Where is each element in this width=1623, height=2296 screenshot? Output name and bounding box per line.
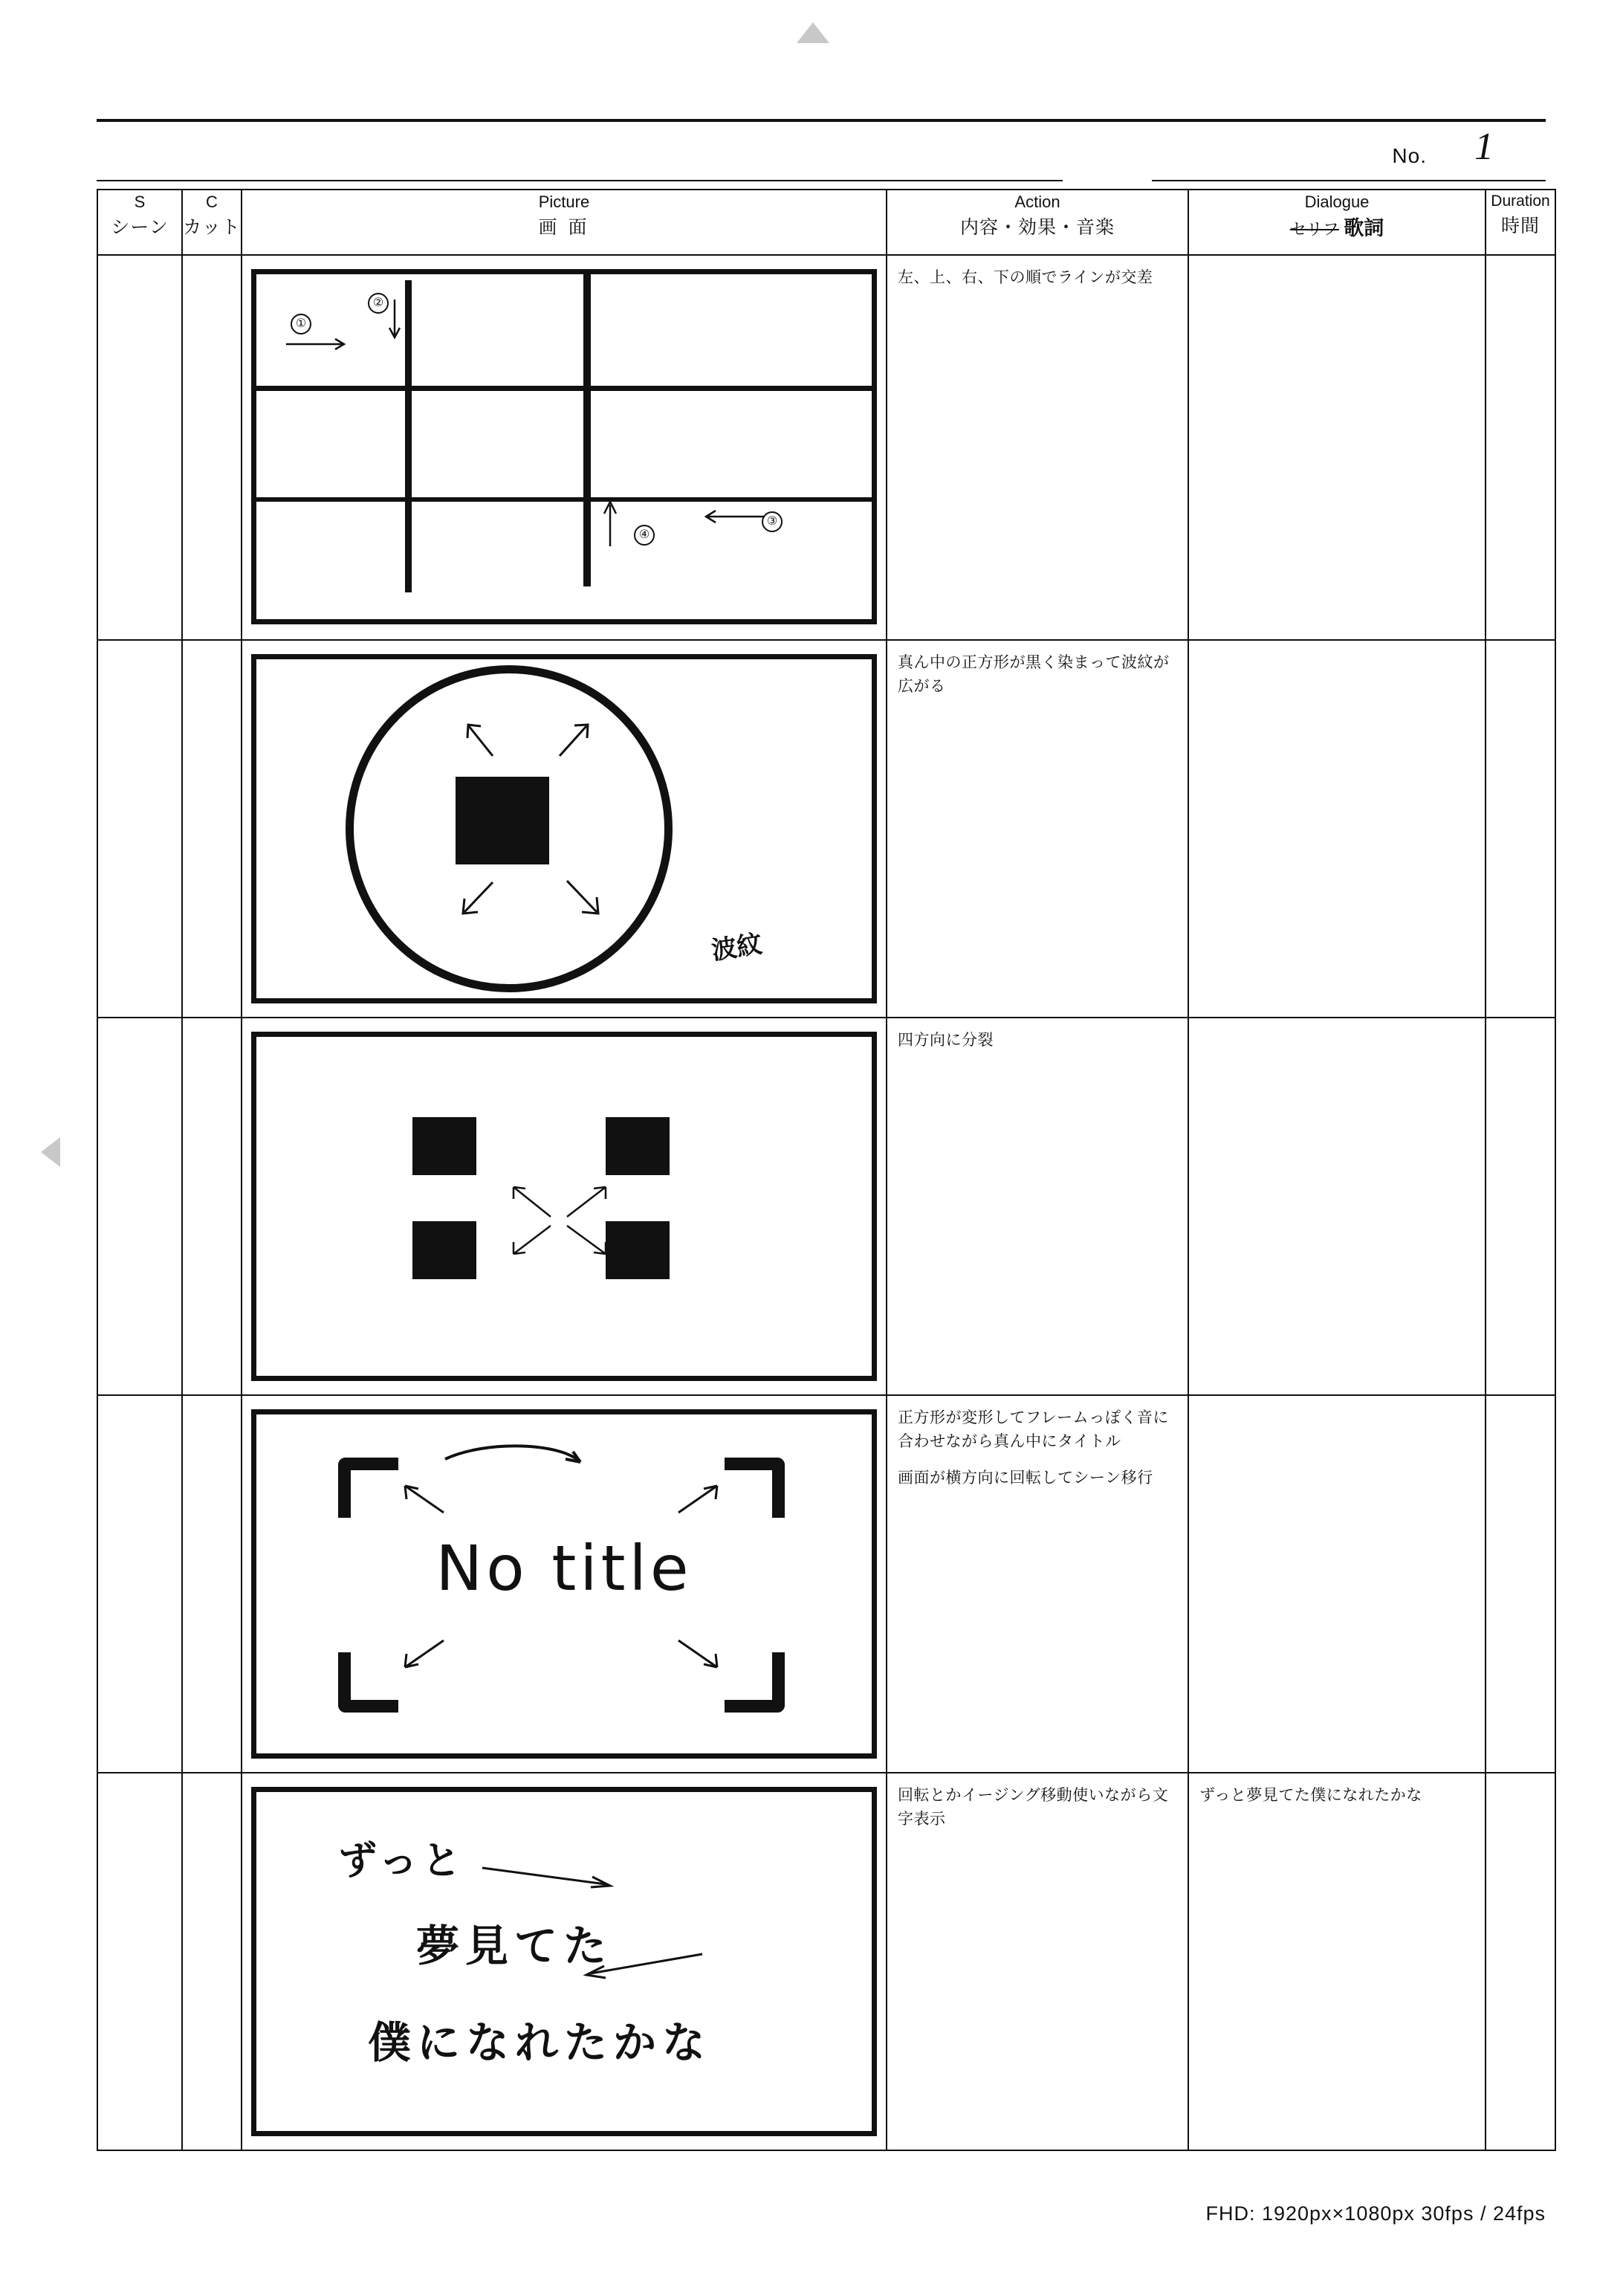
arrow-downleft-icon [459,876,499,919]
frame-corner-bottom-left [338,1652,398,1713]
arrow-left-3-icon [702,506,769,527]
lyric-underline-arrow-1-icon [479,1863,621,1893]
cell-action[interactable] [887,255,1188,640]
marker-4: ④ [634,524,655,546]
storyboard-sheet [97,119,1550,2151]
arrow-in-bottomright-icon [673,1634,725,1675]
arrow-in-topright-icon [673,1480,725,1520]
cell-dialogue[interactable] [1188,255,1486,640]
cell-scene[interactable] [97,1018,182,1395]
cell-duration[interactable] [1486,1018,1555,1395]
marker-2: ② [368,292,389,314]
table-row [97,640,1555,1018]
cell-duration[interactable] [1486,640,1555,1018]
cell-dialogue[interactable] [1188,1018,1486,1395]
storyboard-table [97,189,1556,2151]
frame-corner-bottom-right [725,1652,785,1713]
page-number-value: 1 [1474,126,1494,168]
lyric-line-2: 夢見てた [416,1921,613,1971]
page-number-label: No. [1392,144,1427,167]
storyboard-frame-5 [251,1787,877,2136]
cell-picture[interactable] [242,1395,887,1773]
arrow-in-topleft-icon [398,1480,450,1520]
action-text: 正方形が変形してフレームっぽく音に合わせながら真ん中にタイトル [898,1409,1169,1450]
header-left-rule [97,180,1063,181]
column-header-action: Action 内容・効果・音楽 [887,190,1188,255]
scroll-up-arrow-icon[interactable] [797,22,829,43]
curved-motion-arrow-icon [442,1443,598,1484]
split-arrows-icon [479,1180,650,1261]
action-text-secondary: 画面が横方向に回転してシーン移行 [898,1469,1153,1487]
cell-dialogue[interactable] [1188,640,1486,1018]
scroll-left-arrow-icon[interactable] [41,1137,60,1167]
action-text: 回転とかイージング移動使いながら文字表示 [898,1787,1169,1828]
cell-duration[interactable] [1486,255,1555,640]
center-square [456,777,549,864]
dialogue-handwritten-label: 歌詞 [1344,216,1384,240]
cell-cut[interactable] [182,1395,242,1773]
lyric-line-1: ずっと [338,1839,465,1883]
cell-scene[interactable] [97,640,182,1018]
cell-picture[interactable] [242,255,887,640]
cell-dialogue[interactable] [1188,1773,1486,2150]
dialogue-strikethrough-label: セリフ [1289,219,1339,239]
lyric-underline-arrow-2-icon [583,1951,710,1984]
arrow-upleft-icon [463,720,500,762]
action-text: 四方向に分裂 [898,1032,994,1049]
title-text: No title [435,1532,693,1605]
square-top-right [606,1117,670,1175]
cell-picture[interactable] [242,640,887,1018]
arrow-upright-icon [554,720,594,762]
storyboard-frame-3 [251,1032,877,1381]
arrow-in-bottomleft-icon [398,1634,450,1675]
table-row [97,1395,1555,1773]
storyboard-frame-4 [251,1409,877,1759]
action-text: 左、上、右、下の順でラインが交差 [898,269,1153,286]
cell-dialogue[interactable] [1188,1395,1486,1773]
line-horizontal-bottom [256,497,873,502]
table-header-row [97,190,1555,255]
cell-scene[interactable] [97,255,182,640]
line-vertical-right [583,274,591,586]
action-text: 真ん中の正方形が黒く染まって波紋が広がる [898,654,1170,695]
column-header-picture: Picture 画 面 [242,190,887,255]
lyric-line-3: 僕になれたかな [368,2017,712,2068]
square-bottom-left [412,1221,476,1279]
cell-cut[interactable] [182,255,242,640]
cell-cut[interactable] [182,1018,242,1395]
square-top-left [412,1117,476,1175]
cell-picture[interactable] [242,1773,887,2150]
marker-1: ① [291,313,311,334]
frame-corner-top-right [725,1458,785,1518]
storyboard-frame-2 [251,654,877,1003]
cell-picture[interactable] [242,1018,887,1395]
table-row [97,255,1555,640]
ripple-annotation: 波紋 [710,929,764,966]
table-row [97,1018,1555,1395]
column-header-scene: S シーン [97,190,182,255]
column-header-duration: Duration 時間 [1486,190,1555,255]
sheet-header [97,122,1546,189]
footer-spec: FHD: 1920px×1080px 30fps / 24fps [1205,2202,1546,2225]
storyboard-frame-1 [251,269,877,624]
cell-scene[interactable] [97,1395,182,1773]
header-right-rule [1152,180,1546,181]
marker-3: ③ [762,511,783,532]
cell-action[interactable] [887,1773,1188,2150]
cell-action[interactable] [887,640,1188,1018]
cell-duration[interactable] [1486,1773,1555,2150]
arrow-down-2-icon [387,297,417,341]
frame-corner-top-left [338,1458,398,1518]
column-header-cut: C カット [182,190,242,255]
arrow-right-1-icon [285,335,352,355]
table-row [97,1773,1555,2150]
cell-duration[interactable] [1486,1395,1555,1773]
line-horizontal-top [256,386,873,391]
column-header-dialogue: Dialogue セリフ 歌詞 [1188,190,1486,255]
arrow-up-4-icon [600,497,632,549]
arrow-downright-icon [561,875,604,919]
dialogue-text: ずっと夢見てた僕になれたかな [1199,1787,1422,1804]
cell-cut[interactable] [182,640,242,1018]
cell-action[interactable] [887,1395,1188,1773]
cell-scene[interactable] [97,1773,182,2150]
cell-cut[interactable] [182,1773,242,2150]
cell-action[interactable] [887,1018,1188,1395]
